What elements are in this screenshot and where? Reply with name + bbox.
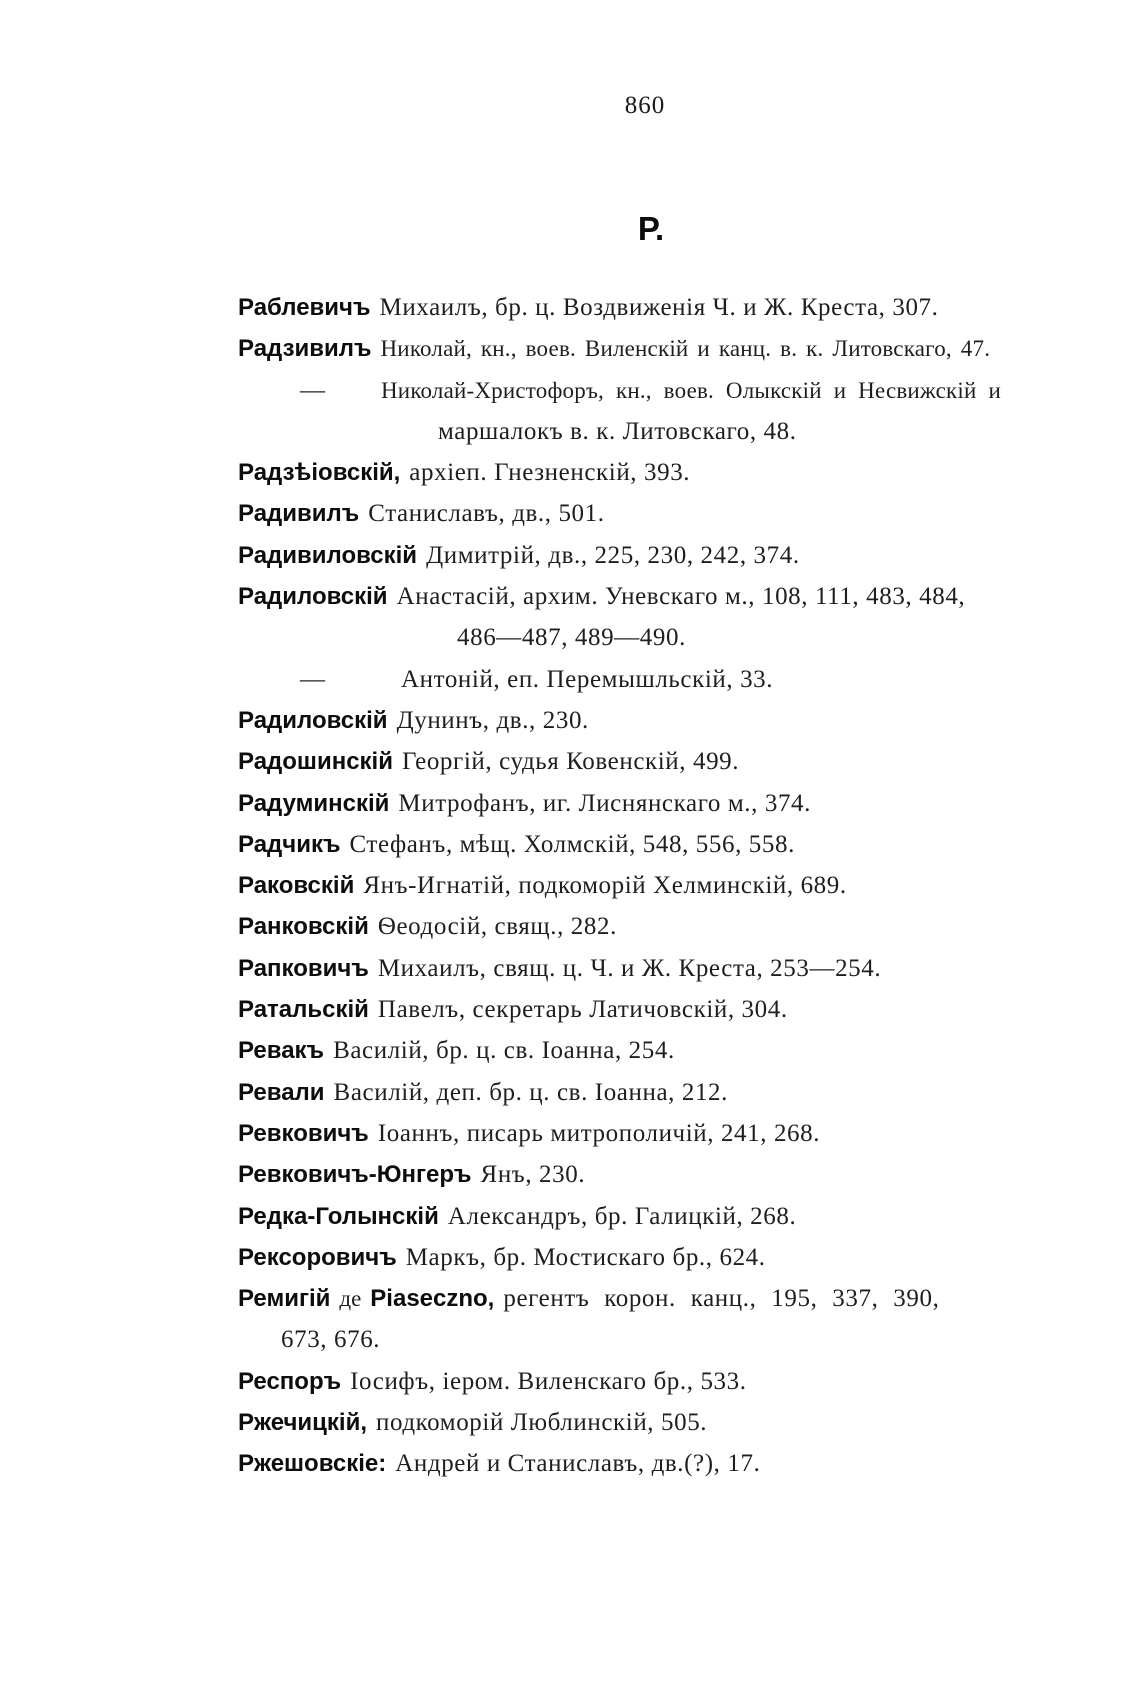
ditto-dash: — xyxy=(300,665,325,693)
entry-name: Радивилъ xyxy=(238,500,360,528)
index-entry xyxy=(0,1196,1140,1237)
entry-text: Іосифъ, іером. Виленскаго бр., 533. xyxy=(350,1367,747,1395)
index-entry xyxy=(0,1072,1140,1113)
index-entry xyxy=(0,1030,1140,1071)
entry-name: Радиловскій xyxy=(238,706,388,734)
index-entry xyxy=(0,906,1140,947)
entry-text: Станиславъ, дв., 501. xyxy=(368,500,605,528)
entry-text: Маркъ, бр. Мостискаго бр., 624. xyxy=(405,1243,766,1271)
section-letter-heading: Р. xyxy=(637,210,665,247)
entry-name: Радчикъ xyxy=(238,830,341,858)
index-entry xyxy=(0,1361,1140,1402)
entry-name: Редка-Голынскій xyxy=(238,1202,439,1230)
index-entry xyxy=(0,287,1140,328)
index-entry xyxy=(0,1154,1140,1195)
entry-name: Ранковскій xyxy=(238,913,369,941)
index-entry xyxy=(0,328,1140,369)
entry-text: Николай, кн., воев. Виленскій и канц. в. к. Литовскаго, 47. xyxy=(380,336,991,362)
entry-text: Андрей и Станиславъ, дв.(?), 17. xyxy=(395,1450,761,1478)
entry-text: Георгій, судья Ковенскій, 499. xyxy=(401,748,740,776)
entry-text: Митрофанъ, иг. Лиснянскаго м., 374. xyxy=(398,789,811,817)
name-particle: де xyxy=(339,1286,362,1312)
index-entry xyxy=(0,1113,1140,1154)
index-subentry xyxy=(0,659,1140,700)
entry-name: Ревковичъ xyxy=(238,1119,369,1147)
index-entry xyxy=(0,535,1140,576)
entry-text: Василій, деп. бр. ц. св. Іоанна, 212. xyxy=(333,1078,729,1106)
entry-text: 486—487, 489—490. xyxy=(457,624,686,652)
index-entry xyxy=(0,1237,1140,1278)
entry-continuation xyxy=(0,617,1140,658)
entry-name: Радзѣіовскій, xyxy=(238,459,401,487)
entry-text: архіеп. Гнезненскій, 393. xyxy=(409,459,691,487)
entry-name: Радивиловскій xyxy=(238,541,418,569)
index-entry xyxy=(0,989,1140,1030)
entry-text: маршалокъ в. к. Литовскаго, 48. xyxy=(438,417,797,445)
name-index xyxy=(0,287,1140,1485)
entry-name: Рексоровичъ xyxy=(238,1243,397,1271)
entry-text: подкоморій Люблинскій, 505. xyxy=(376,1409,708,1437)
index-entry xyxy=(0,824,1140,865)
entry-name: Радошинскій xyxy=(238,748,393,776)
entry-text: Ѳеодосій, свящ., 282. xyxy=(377,913,617,941)
entry-name: Респоръ xyxy=(238,1367,342,1395)
entry-text: Антоній, еп. Перемышльскій, 33. xyxy=(401,665,774,693)
index-subentry xyxy=(0,370,1140,411)
index-entry xyxy=(0,1402,1140,1443)
entry-text: Павелъ, секретарь Латичовскій, 304. xyxy=(377,996,788,1024)
index-entry xyxy=(0,783,1140,824)
entry-text: Димитрій, дв., 225, 230, 242, 374. xyxy=(426,541,800,569)
index-entry xyxy=(0,1278,1140,1319)
entry-name: Ревакъ xyxy=(238,1037,325,1065)
entry-text: 673, 676. xyxy=(281,1326,381,1354)
ditto-dash: — xyxy=(300,376,325,404)
entry-text: Стефанъ, мѣщ. Холмскій, 548, 556, 558. xyxy=(349,830,795,858)
index-entry xyxy=(0,576,1140,617)
entry-name: Ревали xyxy=(238,1078,325,1106)
entry-name: Раковскій xyxy=(238,872,355,900)
entry-name: Радуминскій xyxy=(238,789,390,817)
entry-name-latin: Piaseczno, xyxy=(370,1285,495,1313)
index-entry xyxy=(0,1443,1140,1484)
index-entry xyxy=(0,865,1140,906)
entry-name: Рапковичъ xyxy=(238,954,369,982)
index-entry xyxy=(0,741,1140,782)
entry-name: Ревковичъ-Юнгеръ xyxy=(238,1161,472,1189)
index-entry xyxy=(0,452,1140,493)
entry-text: Александръ, бр. Галицкій, 268. xyxy=(447,1202,797,1230)
entry-name: Ржечицкій, xyxy=(238,1409,367,1437)
entry-text: Николай-Христофоръ, кн., воев. Олыкскій и Несвижскій и xyxy=(381,377,1001,403)
index-entry xyxy=(0,948,1140,989)
entry-text: Василій, бр. ц. св. Іоанна, 254. xyxy=(333,1037,675,1065)
entry-name: Раблевичъ xyxy=(238,294,371,321)
entry-text: Іоаннъ, писарь митрополичій, 241, 268. xyxy=(377,1119,821,1147)
index-entry xyxy=(0,493,1140,534)
entry-name: Радзивилъ xyxy=(238,335,372,363)
entry-name: Ратальскій xyxy=(238,996,369,1024)
entry-text: Дунинъ, дв., 230. xyxy=(396,706,589,734)
entry-text: Михаилъ, бр. ц. Воздвиженія Ч. и Ж. Креста, 307. xyxy=(379,294,939,321)
entry-name: Ржешовскіе: xyxy=(238,1450,387,1478)
entry-continuation xyxy=(0,1319,1140,1360)
index-entry xyxy=(0,700,1140,741)
entry-name: Ремигій xyxy=(238,1285,331,1313)
entry-text: Анастасій, архим. Уневскаго м., 108, 111, 483, 484, xyxy=(396,583,966,611)
entry-text: Янъ, 230. xyxy=(480,1161,586,1189)
entry-name: Радиловскій xyxy=(238,583,388,611)
entry-continuation xyxy=(0,411,1140,452)
entry-text: Михаилъ, свящ. ц. Ч. и Ж. Креста, 253—254. xyxy=(377,954,882,982)
entry-text: регентъ корон. канц., 195, 337, 390, xyxy=(503,1285,940,1313)
page-number: 860 xyxy=(624,92,666,119)
entry-text: Янъ-Игнатій, подкоморій Хелминскій, 689. xyxy=(363,872,847,900)
